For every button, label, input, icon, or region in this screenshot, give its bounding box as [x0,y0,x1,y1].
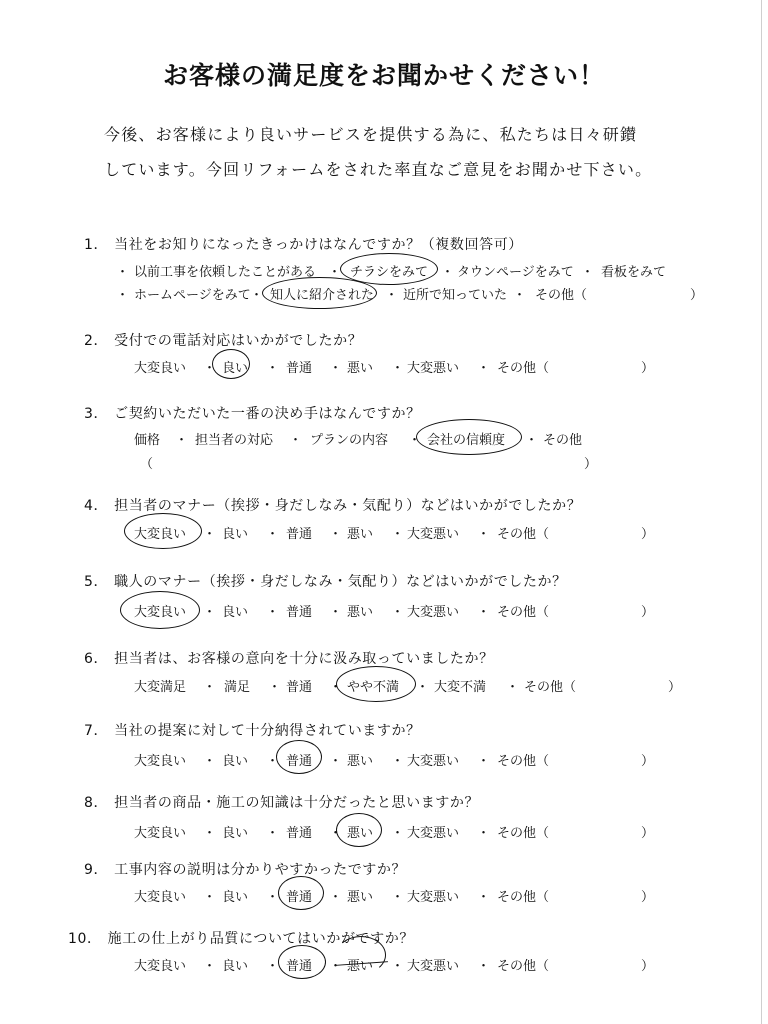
bullet: ・ [116,265,130,280]
question-text: 担当者の商品・施工の知識は十分だったと思いますか？ [114,795,480,811]
bullet: ・ [266,605,280,620]
bullet: ・ [477,527,491,542]
question-number: 7． [84,723,109,739]
bullet: ・ [385,288,399,303]
option-average: 普通 [286,754,313,769]
close-paren: ） [641,754,655,769]
option-average: 普通 [286,361,313,376]
bullet: ・ [329,680,343,695]
option-bad: 悪い [347,959,374,974]
option-other: その他（ [497,959,550,974]
option-good: 良い [222,826,249,841]
option-signboard: 看板をみて [601,265,667,280]
question-text: 当社の提案に対して十分納得されていますか？ [114,723,421,739]
option-good: 良い [222,959,249,974]
bullet: ・ [391,361,405,376]
option-good: 良い [222,605,249,620]
bullet: ・ [203,605,217,620]
question-10 [68,928,414,948]
option-other: その他（ [535,288,588,303]
question-text: 受付での電話対応はいかがでしたか？ [114,333,363,349]
bullet: ・ [268,680,282,695]
option-average: 普通 [286,527,313,542]
option-average: 普通 [286,826,313,841]
option-average: 普通 [286,890,313,905]
question-number: 1． [84,237,109,253]
close-paren: ） [690,288,704,303]
option-bad: 悪い [347,605,374,620]
close-paren: ） [668,680,682,695]
question-number: 8． [84,795,109,811]
option-other: その他（ [497,527,550,542]
bullet: ・ [513,288,527,303]
option-very-good: 大変良い [134,826,187,841]
close-paren: ） [584,457,598,472]
bullet: ・ [329,754,343,769]
question-text: ご契約いただいた一番の決め手はなんですか？ [114,406,421,422]
bullet: ・ [391,754,405,769]
option-very-bad: 大変悪い [407,890,460,905]
option-company-trust: 会社の信頼度 [427,433,506,448]
bullet: ・ [203,680,217,695]
close-paren: ） [641,605,655,620]
bullet: ・ [506,680,520,695]
bullet: ・ [477,361,491,376]
option-good: 良い [222,890,249,905]
close-paren: ） [641,959,655,974]
option-bad: 悪い [347,361,374,376]
bullet: ・ [329,527,343,542]
option-very-good: 大変良い [134,527,187,542]
bullet: ・ [477,890,491,905]
question-number: 2． [84,333,109,349]
option-somewhat-dissatisfied: やや不満 [347,680,400,695]
option-bad: 悪い [347,826,374,841]
option-previous-work: 以前工事を依頼したことがある [134,265,317,280]
option-good: 良い [222,754,249,769]
intro-line-1: 今後、お客様により良いサービスを提供する為に、私たちは日々研鑚 [104,125,638,144]
bullet: ・ [477,826,491,841]
bullet: ・ [175,433,189,448]
bullet: ・ [203,826,217,841]
bullet: ・ [329,959,343,974]
question-number: 4． [84,498,109,514]
bullet: ・ [266,527,280,542]
bullet: ・ [266,826,280,841]
option-plan-content: プランの内容 [310,433,389,448]
question-7 [84,720,421,740]
question-4 [84,495,581,515]
option-other: その他（ [497,605,550,620]
close-paren: ） [641,527,655,542]
option-very-good: 大変良い [134,605,187,620]
question-8 [84,792,479,812]
option-other: その他 [543,433,583,448]
bullet: ・ [391,527,405,542]
bullet: ・ [391,605,405,620]
bullet: ・ [203,959,217,974]
bullet: ・ [328,265,342,280]
bullet: ・ [416,680,430,695]
option-good: 良い [222,361,249,376]
question-number: 3． [84,406,109,422]
option-good: 良い [222,527,249,542]
bullet: ・ [391,826,405,841]
close-paren: ） [641,890,655,905]
option-very-good: 大変良い [134,754,187,769]
bullet: ・ [203,890,217,905]
question-number: 10． [68,931,102,947]
intro-line-2: しています。今回リフォームをされた率直なご意見をお聞かせ下さい。 [104,160,653,179]
bullet: ・ [329,890,343,905]
bullet: ・ [391,959,405,974]
option-satisfied: 満足 [224,680,251,695]
bullet: ・ [581,265,595,280]
bullet: ・ [266,361,280,376]
bullet: ・ [477,605,491,620]
option-average: 普通 [286,605,313,620]
bullet: ・ [391,890,405,905]
option-other: その他（ [497,826,550,841]
question-number: 5． [84,574,109,590]
option-other: その他（ [524,680,577,695]
bullet: ・ [525,433,539,448]
option-very-satisfied: 大変満足 [134,680,187,695]
bullet: ・ [116,288,130,303]
option-very-bad: 大変悪い [407,826,460,841]
bullet: ・ [203,754,217,769]
question-text: 担当者は、お客様の意向を十分に汲み取っていましたか？ [114,651,494,667]
option-very-good: 大変良い [134,361,187,376]
bullet: ・ [329,605,343,620]
option-staff-response: 担当者の対応 [195,433,274,448]
bullet: ・ [266,754,280,769]
question-2 [84,330,362,350]
option-bad: 悪い [347,527,374,542]
option-other: その他（ [497,754,550,769]
question-9 [84,859,406,879]
page-edge [761,0,762,1024]
option-very-bad: 大変悪い [407,754,460,769]
question-text: 工事内容の説明は分かりやすかったですか？ [114,862,407,878]
question-text: 担当者のマナー（挨拶・身だしなみ・気配り）などはいかがでしたか？ [114,498,582,514]
close-paren: ） [641,826,655,841]
option-other: その他（ [497,890,550,905]
bullet: ・ [266,959,280,974]
option-homepage: ホームページをみて [134,288,251,303]
open-paren: （ [140,457,154,472]
bullet: ・ [477,754,491,769]
question-text: 施工の仕上がり品質についてはいかがですか？ [107,931,414,947]
bullet: ・ [408,433,422,448]
option-very-bad: 大変悪い [407,527,460,542]
option-other: その他（ [497,361,550,376]
option-referral: 知人に紹介された [270,288,375,303]
option-neighborhood: 近所で知っていた [403,288,508,303]
option-very-bad: 大変悪い [407,361,460,376]
close-paren: ） [641,361,655,376]
question-text: 当社をお知りになったきっかけはなんですか？（複数回答可） [114,237,523,253]
option-average: 普通 [286,959,313,974]
option-town-page: タウンページをみて [457,265,574,280]
question-3 [84,403,421,423]
option-very-bad: 大変悪い [407,605,460,620]
bullet: ・ [329,361,343,376]
question-number: 9． [84,862,109,878]
option-very-good: 大変良い [134,959,187,974]
bullet: ・ [266,890,280,905]
bullet: ・ [477,959,491,974]
question-number: 6． [84,651,109,667]
question-1 [84,234,523,254]
question-text: 職人のマナー（挨拶・身だしなみ・気配り）などはいかがでしたか？ [114,574,567,590]
bullet: ・ [203,527,217,542]
question-5 [84,571,567,591]
bullet: ・ [289,433,303,448]
bullet: ・ [203,361,217,376]
bullet: ・ [441,265,455,280]
option-bad: 悪い [347,890,374,905]
option-bad: 悪い [347,754,374,769]
option-average: 普通 [286,680,313,695]
survey-title: お客様の満足度をお聞かせください！ [162,61,605,90]
bullet: ・ [250,288,264,303]
question-6 [84,648,494,668]
option-very-good: 大変良い [134,890,187,905]
option-price: 価格 [134,433,161,448]
bullet: ・ [329,826,343,841]
option-very-bad: 大変悪い [407,959,460,974]
option-flyer: チラシをみて [350,265,429,280]
option-very-dissatisfied: 大変不満 [434,680,487,695]
